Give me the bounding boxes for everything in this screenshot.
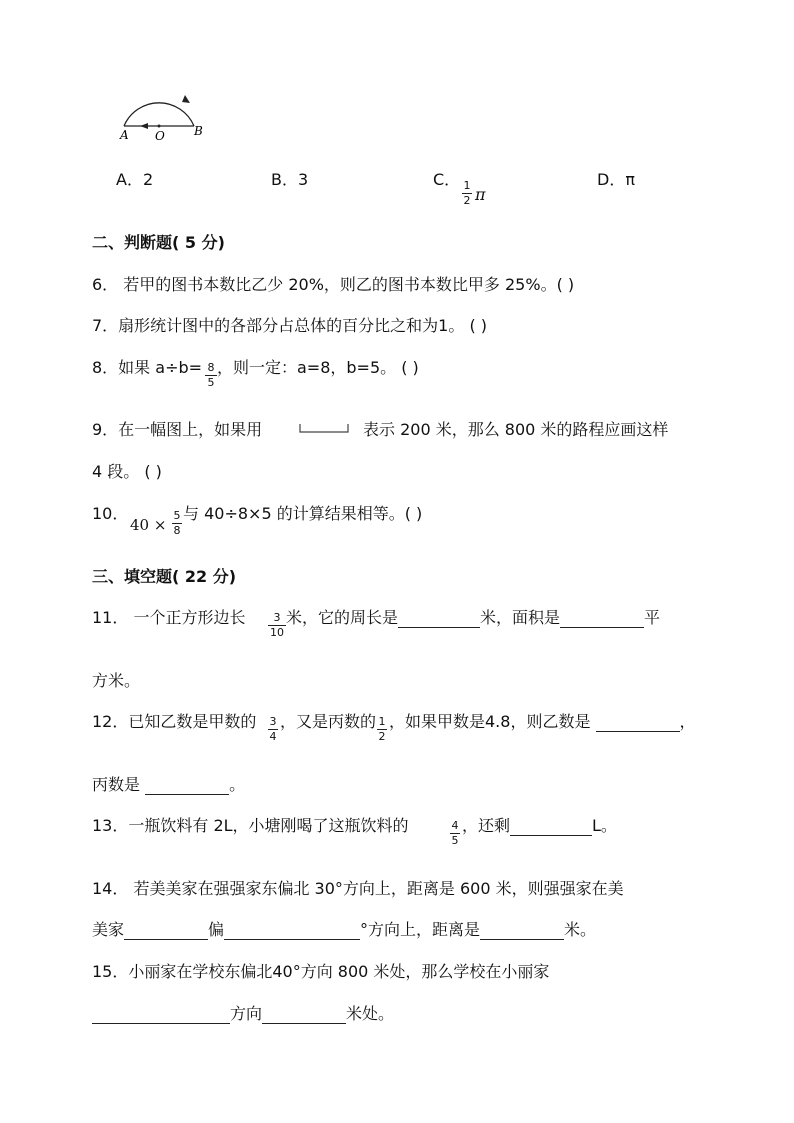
fraction-denominator: 10 (270, 626, 284, 639)
question-11-text-1: 米，它的周长是 (286, 608, 399, 627)
fraction-denominator: 5 (207, 376, 215, 389)
question-13-fraction (450, 820, 460, 847)
answer-blank-school-distance[interactable] (262, 1006, 346, 1024)
fraction-denominator: 5 (451, 834, 459, 847)
option-c-prefix: C． (433, 170, 461, 189)
semicircle-figure (112, 80, 212, 142)
question-8-fraction (205, 362, 217, 389)
question-15-text-a: 方向 (230, 1004, 263, 1023)
question-13-post: L。 (592, 816, 617, 835)
question-12-comma: ， (679, 712, 696, 731)
question-10-fraction (172, 510, 182, 537)
answer-blank-perimeter[interactable] (398, 610, 480, 628)
question-14-line2 (92, 917, 596, 940)
section2-title: 二、判断题( 5 分) (92, 233, 225, 252)
option-d[interactable]: D．π (597, 170, 635, 189)
answer-blank-bing[interactable] (145, 777, 229, 795)
question-9-mid: 表示 200 米，那么 800 米的路程应画这样 (363, 420, 669, 439)
section3-title: 三、填空题( 22 分) (92, 567, 237, 586)
fraction-numerator: 3 (269, 715, 277, 728)
question-13-pre: 13．一瓶饮料有 2L，小塘刚喝了这瓶饮料的 (92, 816, 409, 835)
question-10-number: 10． (92, 504, 129, 523)
question-11-line2: 方米。 (92, 671, 141, 690)
option-b[interactable]: B．3 (271, 170, 309, 189)
question-14-line1: 14． 若美美家在强强家东偏北 30°方向上，距离是 600 米，则强强家在美 (92, 879, 624, 898)
question-6: 6． 若甲的图书本数比乙少 20%，则乙的图书本数比甲多 25%。( ) (92, 275, 575, 294)
option-c-fraction (462, 180, 472, 207)
option-c-pi: π (475, 185, 486, 204)
fraction-numerator: 3 (273, 611, 281, 624)
fraction-numerator: 1 (378, 715, 386, 728)
fraction-numerator: 5 (173, 509, 181, 522)
question-11-text-2: 米，面积是 (480, 608, 561, 627)
question-12-fraction-1 (268, 716, 278, 743)
question-13-mid: ，还剩 (462, 816, 511, 835)
option-c[interactable] (433, 167, 460, 190)
fraction-denominator: 2 (463, 194, 471, 207)
question-15-line1: 15．小丽家在学校东偏北40°方向 800 米处，那么学校在小丽家 (92, 962, 550, 981)
question-14-text-b: 偏 (208, 920, 225, 939)
answer-blank-area[interactable] (560, 610, 644, 628)
fraction-denominator: 4 (269, 730, 277, 743)
semicircle-arc (124, 103, 194, 126)
question-11-text-3: 平 (644, 608, 661, 627)
question-12-line2-post: 。 (229, 775, 246, 794)
answer-blank-school-direction[interactable] (92, 1006, 230, 1024)
question-14-text-c: °方向上，距离是 (360, 920, 481, 939)
question-9-pre: 9．在一幅图上，如果用 (92, 420, 263, 439)
question-10-post: 与 40÷8×5 的计算结果相等。( ) (183, 504, 423, 523)
question-12-post-group (389, 709, 696, 732)
question-14-text-d: 米。 (564, 920, 597, 939)
question-13-post-group (462, 813, 617, 836)
diameter-arrow-icon (140, 123, 148, 129)
answer-blank-direction-1[interactable] (124, 922, 208, 940)
point-o-label: O (155, 129, 165, 142)
question-8-post: ，则一定：a=8，b=5。 ( ) (217, 358, 419, 377)
fraction-denominator: 8 (173, 524, 181, 537)
answer-blank-distance[interactable] (480, 922, 564, 940)
answer-blank-yi[interactable] (596, 714, 680, 732)
question-11-body (286, 605, 660, 628)
arc-arrow-icon (182, 95, 190, 103)
question-7: 7．扇形统计图中的各部分占总体的百分比之和为1。 ( ) (92, 316, 488, 335)
option-a[interactable]: A．2 (116, 170, 154, 189)
fraction-numerator: 1 (463, 179, 471, 192)
fraction-numerator: 8 (207, 361, 215, 374)
question-12-line2-pre: 丙数是 (92, 775, 141, 794)
question-15-text-b: 米处。 (346, 1004, 395, 1023)
fraction-numerator: 4 (451, 819, 459, 832)
question-12-mid: ，又是丙数的 (280, 712, 377, 731)
answer-blank-remaining[interactable] (510, 818, 592, 836)
center-point (158, 125, 161, 128)
question-12-post: ，如果甲数是4.8，则乙数是 (389, 712, 591, 731)
question-8-pre: 8．如果 a÷b= (92, 358, 203, 377)
scale-segment-icon (298, 422, 350, 434)
question-12-pre: 12．已知乙数是甲数的 (92, 712, 257, 731)
question-14-text-a: 美家 (92, 920, 125, 939)
question-9-line2: 4 段。 ( ) (92, 462, 162, 481)
question-11-pre: 11． 一个正方形边长 (92, 608, 246, 627)
question-10-expression: 40 × (130, 516, 167, 534)
question-11-fraction (268, 612, 286, 639)
question-12-line2 (92, 772, 245, 795)
question-12-fraction-2 (377, 716, 387, 743)
question-15-line2 (92, 1001, 394, 1024)
point-b-label: B (194, 124, 203, 138)
fraction-denominator: 2 (378, 730, 386, 743)
answer-blank-direction-2[interactable] (224, 922, 360, 940)
point-a-label: A (120, 128, 129, 142)
